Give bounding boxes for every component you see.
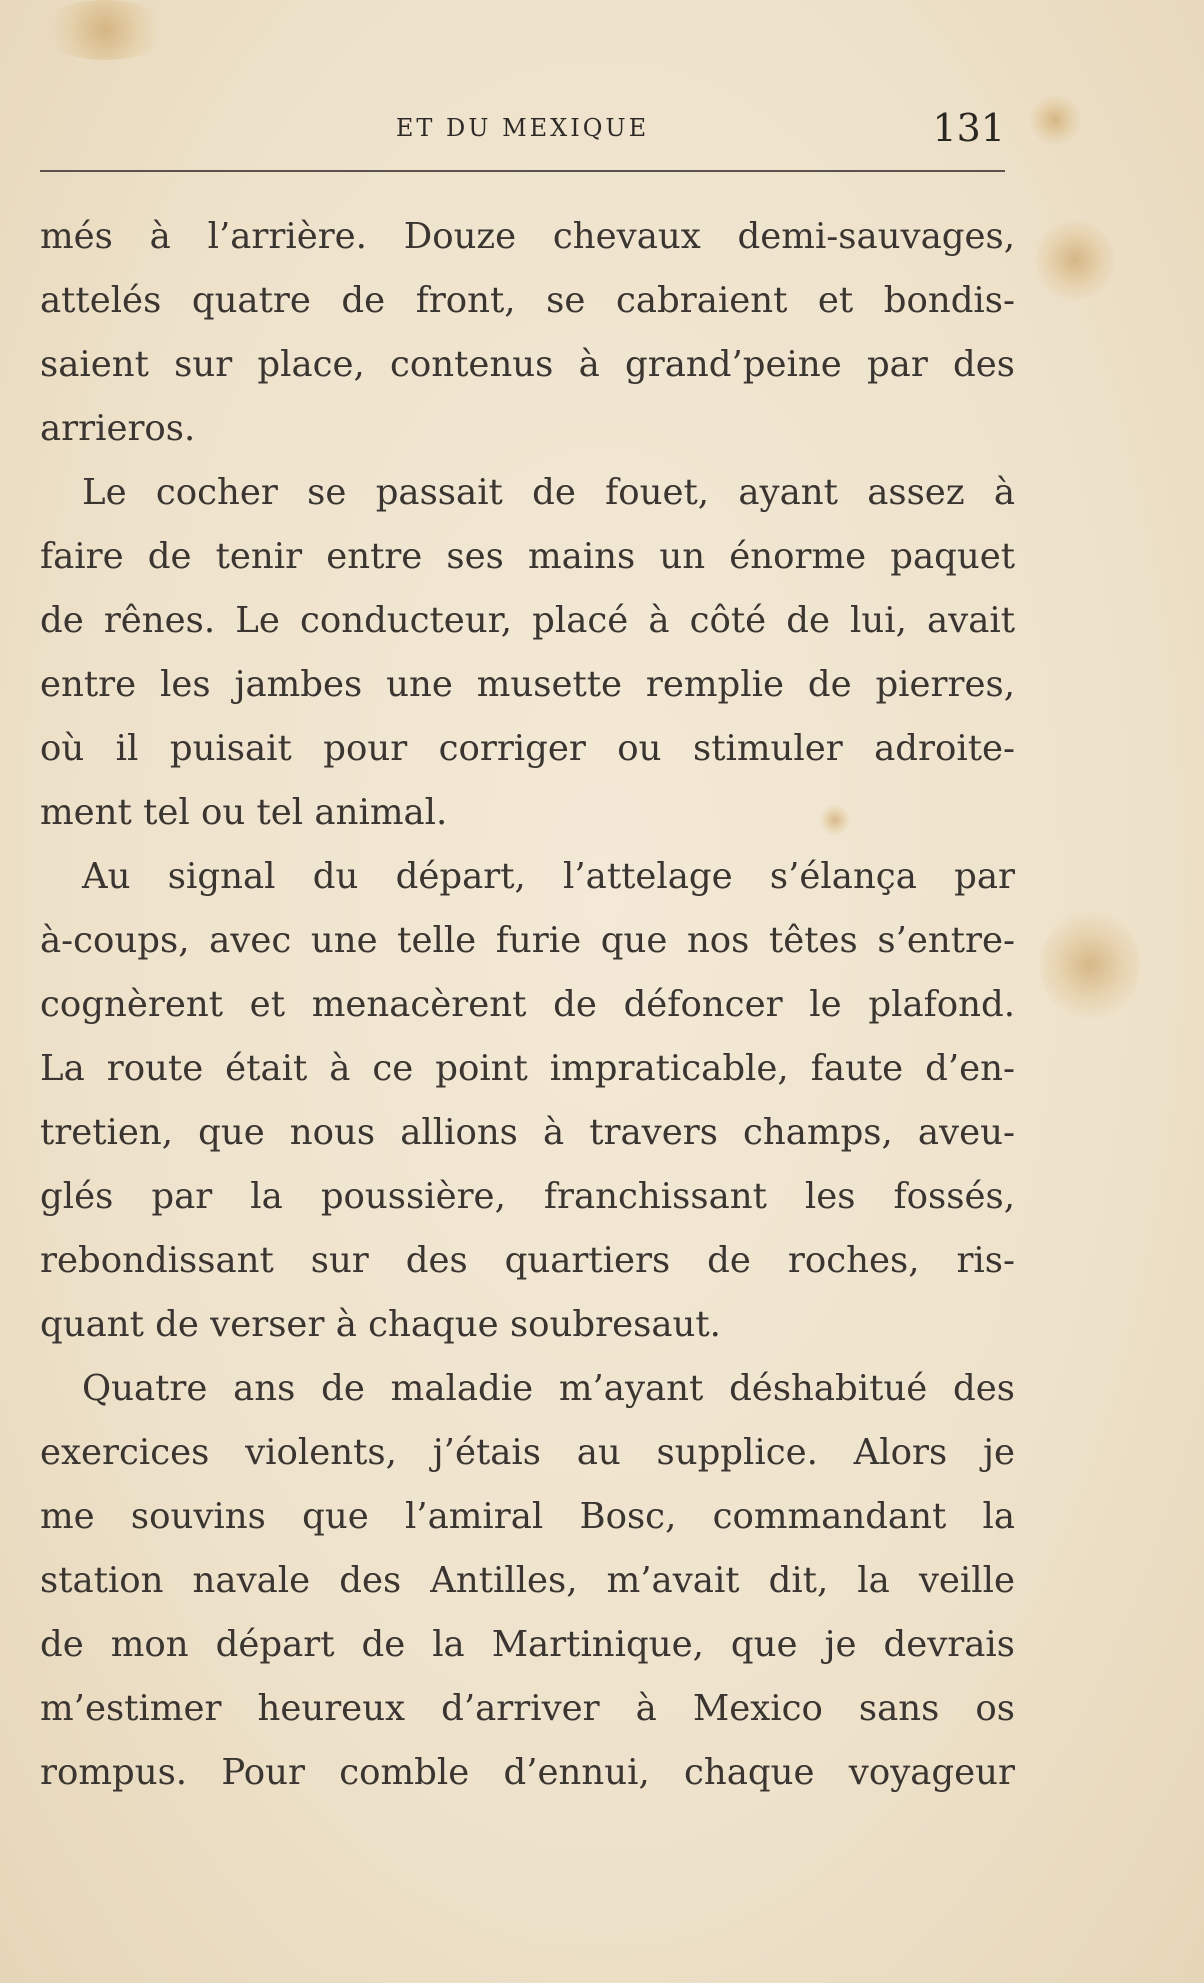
foxing-stain [40, 0, 170, 60]
text-line: où il puisait pour corriger ou stimuler adroite- [40, 728, 1015, 769]
foxing-stain [1030, 95, 1080, 145]
body-text [40, 205, 1015, 1805]
text-line: cognèrent et menacèrent de défoncer le plafond. [40, 984, 1015, 1025]
text-line: exercices violents, j’étais au supplice. Alors je [40, 1432, 1015, 1473]
header-rule [40, 170, 1005, 172]
page-header [40, 106, 1005, 154]
text-line: glés par la poussière, franchissant les fossés, [40, 1176, 1015, 1217]
text-line: de rênes. Le conducteur, placé à côté de lui, avait [40, 600, 1015, 641]
running-title: ET DU MEXIQUE [395, 114, 650, 142]
text-line: station navale des Antilles, m’avait dit, la veille [40, 1560, 1015, 1601]
text-line: rompus. Pour comble d’ennui, chaque voyageur [40, 1752, 1015, 1793]
text-line: attelés quatre de front, se cabraient et bondis- [40, 280, 1015, 321]
text-line: entre les jambes une musette remplie de pierres, [40, 664, 1015, 705]
text-line: ment tel ou tel animal. [40, 792, 448, 833]
text-line: Quatre ans de maladie m’ayant déshabitué des [82, 1368, 1015, 1409]
text-line: rebondissant sur des quartiers de roches, ris- [40, 1240, 1015, 1281]
text-line: arrieros. [40, 408, 196, 449]
text-line: me souvins que l’amiral Bosc, commandant la [40, 1496, 1015, 1537]
page-number: 131 [932, 106, 1005, 150]
text-line: Le cocher se passait de fouet, ayant assez à [82, 472, 1015, 513]
text-line: saient sur place, contenus à grand’peine par des [40, 344, 1015, 385]
foxing-stain [1040, 910, 1140, 1020]
text-line: Au signal du départ, l’attelage s’élança par [82, 856, 1015, 897]
foxing-stain [1035, 220, 1115, 300]
text-line: faire de tenir entre ses mains un énorme paquet [40, 536, 1015, 577]
text-line: m’estimer heureux d’arriver à Mexico sans os [40, 1688, 1015, 1729]
text-line: à-coups, avec une telle furie que nos têtes s’entre- [40, 920, 1015, 961]
text-line: quant de verser à chaque soubresaut. [40, 1304, 721, 1345]
text-line: més à l’arrière. Douze chevaux demi-sauvages, [40, 216, 1015, 257]
text-line: La route était à ce point impraticable, faute d’en- [40, 1048, 1015, 1089]
text-line: de mon départ de la Martinique, que je devrais [40, 1624, 1015, 1665]
text-line: tretien, que nous allions à travers champs, aveu- [40, 1112, 1015, 1153]
